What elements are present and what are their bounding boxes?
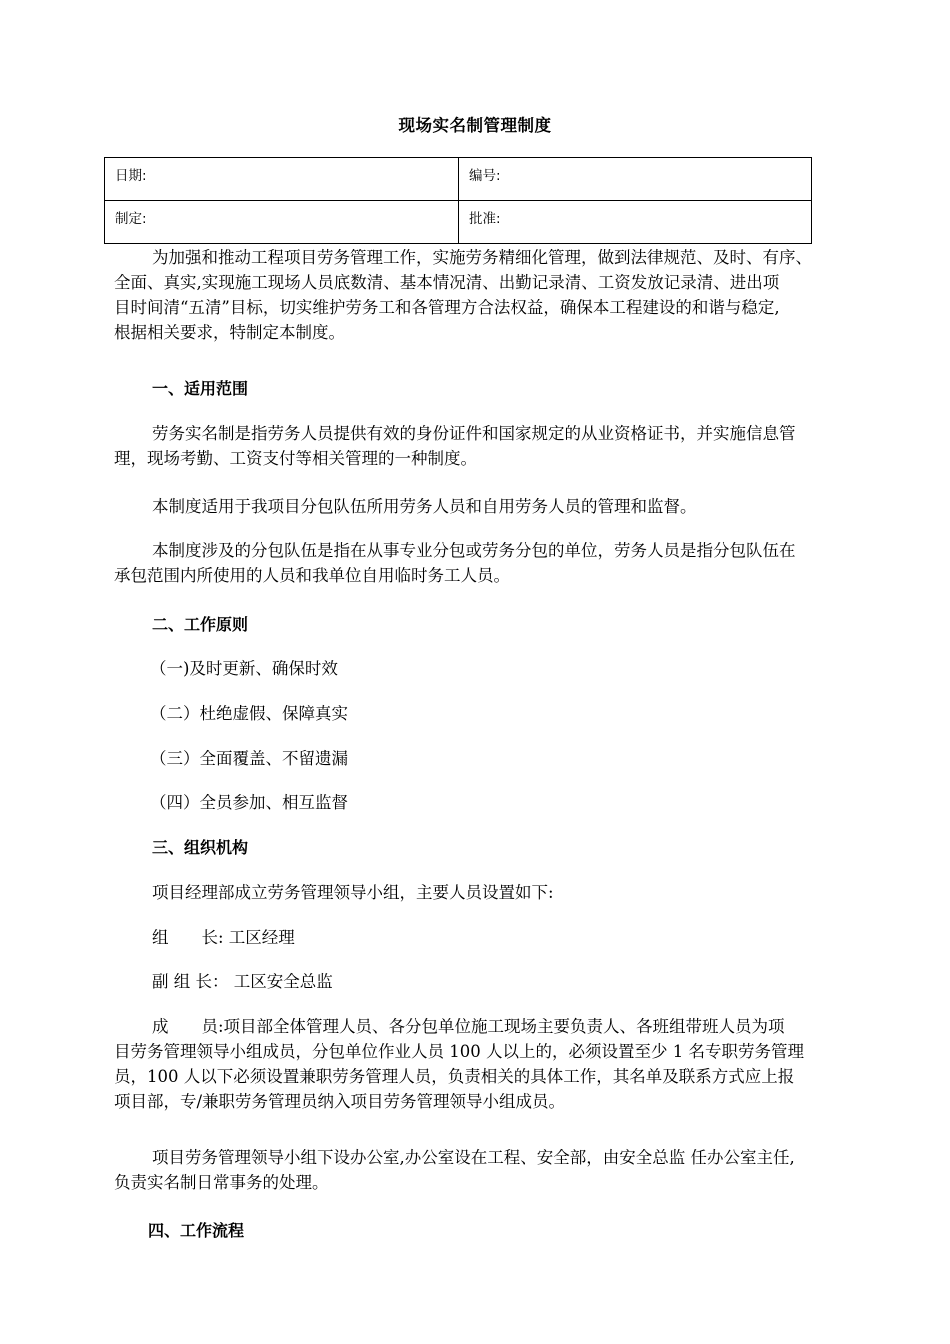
text-line: 目劳务管理领导小组成员，分包单位作业人员 100 人以上的，必须设置至少 1 名专职劳务管理 <box>114 1042 804 1061</box>
principle-item: （一)及时更新、确保时效 <box>150 659 338 678</box>
principle-item: （二）杜绝虚假、保障真实 <box>150 704 348 723</box>
principle-item: （三）全面覆盖、不留遗漏 <box>150 749 348 768</box>
members-paragraph <box>114 1014 909 1114</box>
number-cell: 编号: <box>459 158 812 201</box>
text-line: 理，现场考勤、工资支付等相关管理的一种制度。 <box>114 449 477 468</box>
intro-paragraph <box>114 245 909 345</box>
text-line: 员，100 人以下必须设置兼职劳务管理人员，负责相关的具体工作，其名单及联系方式应上报 <box>114 1067 795 1086</box>
section-heading-principles: 二、工作原则 <box>152 615 249 634</box>
section-heading-organization: 三、组织机构 <box>152 838 249 857</box>
approved-cell: 批准: <box>459 201 812 244</box>
text-line: 项目部，专/兼职劳务管理员纳入项目劳务管理领导小组成员。 <box>114 1092 566 1111</box>
scope-paragraph-2 <box>114 494 909 519</box>
text-line: 根据相关要求，特制定本制度。 <box>114 323 345 342</box>
meta-table <box>104 157 812 244</box>
text-line: 全面、真实,实现施工现场人员底数清、基本情况清、出勤记录清、工资发放记录清、进出项 <box>114 273 780 292</box>
principle-item: （四）全员参加、相互监督 <box>150 793 348 812</box>
organization-intro: 项目经理部成立劳务管理领导小组，主要人员设置如下: <box>152 883 554 902</box>
text-line: 项目劳务管理领导小组下设办公室,办公室设在工程、安全部，由安全总监 任办公室主任, <box>152 1148 795 1167</box>
office-paragraph <box>114 1145 909 1195</box>
section-heading-scope: 一、适用范围 <box>152 379 249 398</box>
date-cell: 日期: <box>105 158 459 201</box>
text-line: 目时间清“五清”目标，切实维护劳务工和各管理方合法权益，确保本工程建设的和谐与稳定, <box>114 298 780 317</box>
text-line: 成 员:项目部全体管理人员、各分包单位施工现场主要负责人、各班组带班人员为项 <box>152 1017 785 1036</box>
text-line: 本制度涉及的分包队伍是指在从事专业分包或劳务分包的单位，劳务人员是指分包队伍在 <box>152 541 796 560</box>
text-line: 承包范围内所使用的人员和我单位自用临时务工人员。 <box>114 566 510 585</box>
text-line: 为加强和推动工程项目劳务管理工作，实施劳务精细化管理，做到法律规范、及时、有序、 <box>152 248 812 267</box>
document-title: 现场实名制管理制度 <box>398 116 552 135</box>
scope-paragraph-1 <box>114 421 909 471</box>
text-line: 劳务实名制是指劳务人员提供有效的身份证件和国家规定的从业资格证书，并实施信息管 <box>152 424 796 443</box>
text-line: 负责实名制日常事务的处理。 <box>114 1173 329 1192</box>
deputy-line: 副 组 长： 工区安全总监 <box>152 972 333 991</box>
section-heading-workflow: 四、工作流程 <box>148 1221 245 1240</box>
text-line: 本制度适用于我项目分包队伍所用劳务人员和自用劳务人员的管理和监督。 <box>152 497 697 516</box>
leader-line: 组 长: 工区经理 <box>152 928 295 947</box>
prepared-cell: 制定: <box>105 201 459 244</box>
scope-paragraph-3 <box>114 538 909 588</box>
